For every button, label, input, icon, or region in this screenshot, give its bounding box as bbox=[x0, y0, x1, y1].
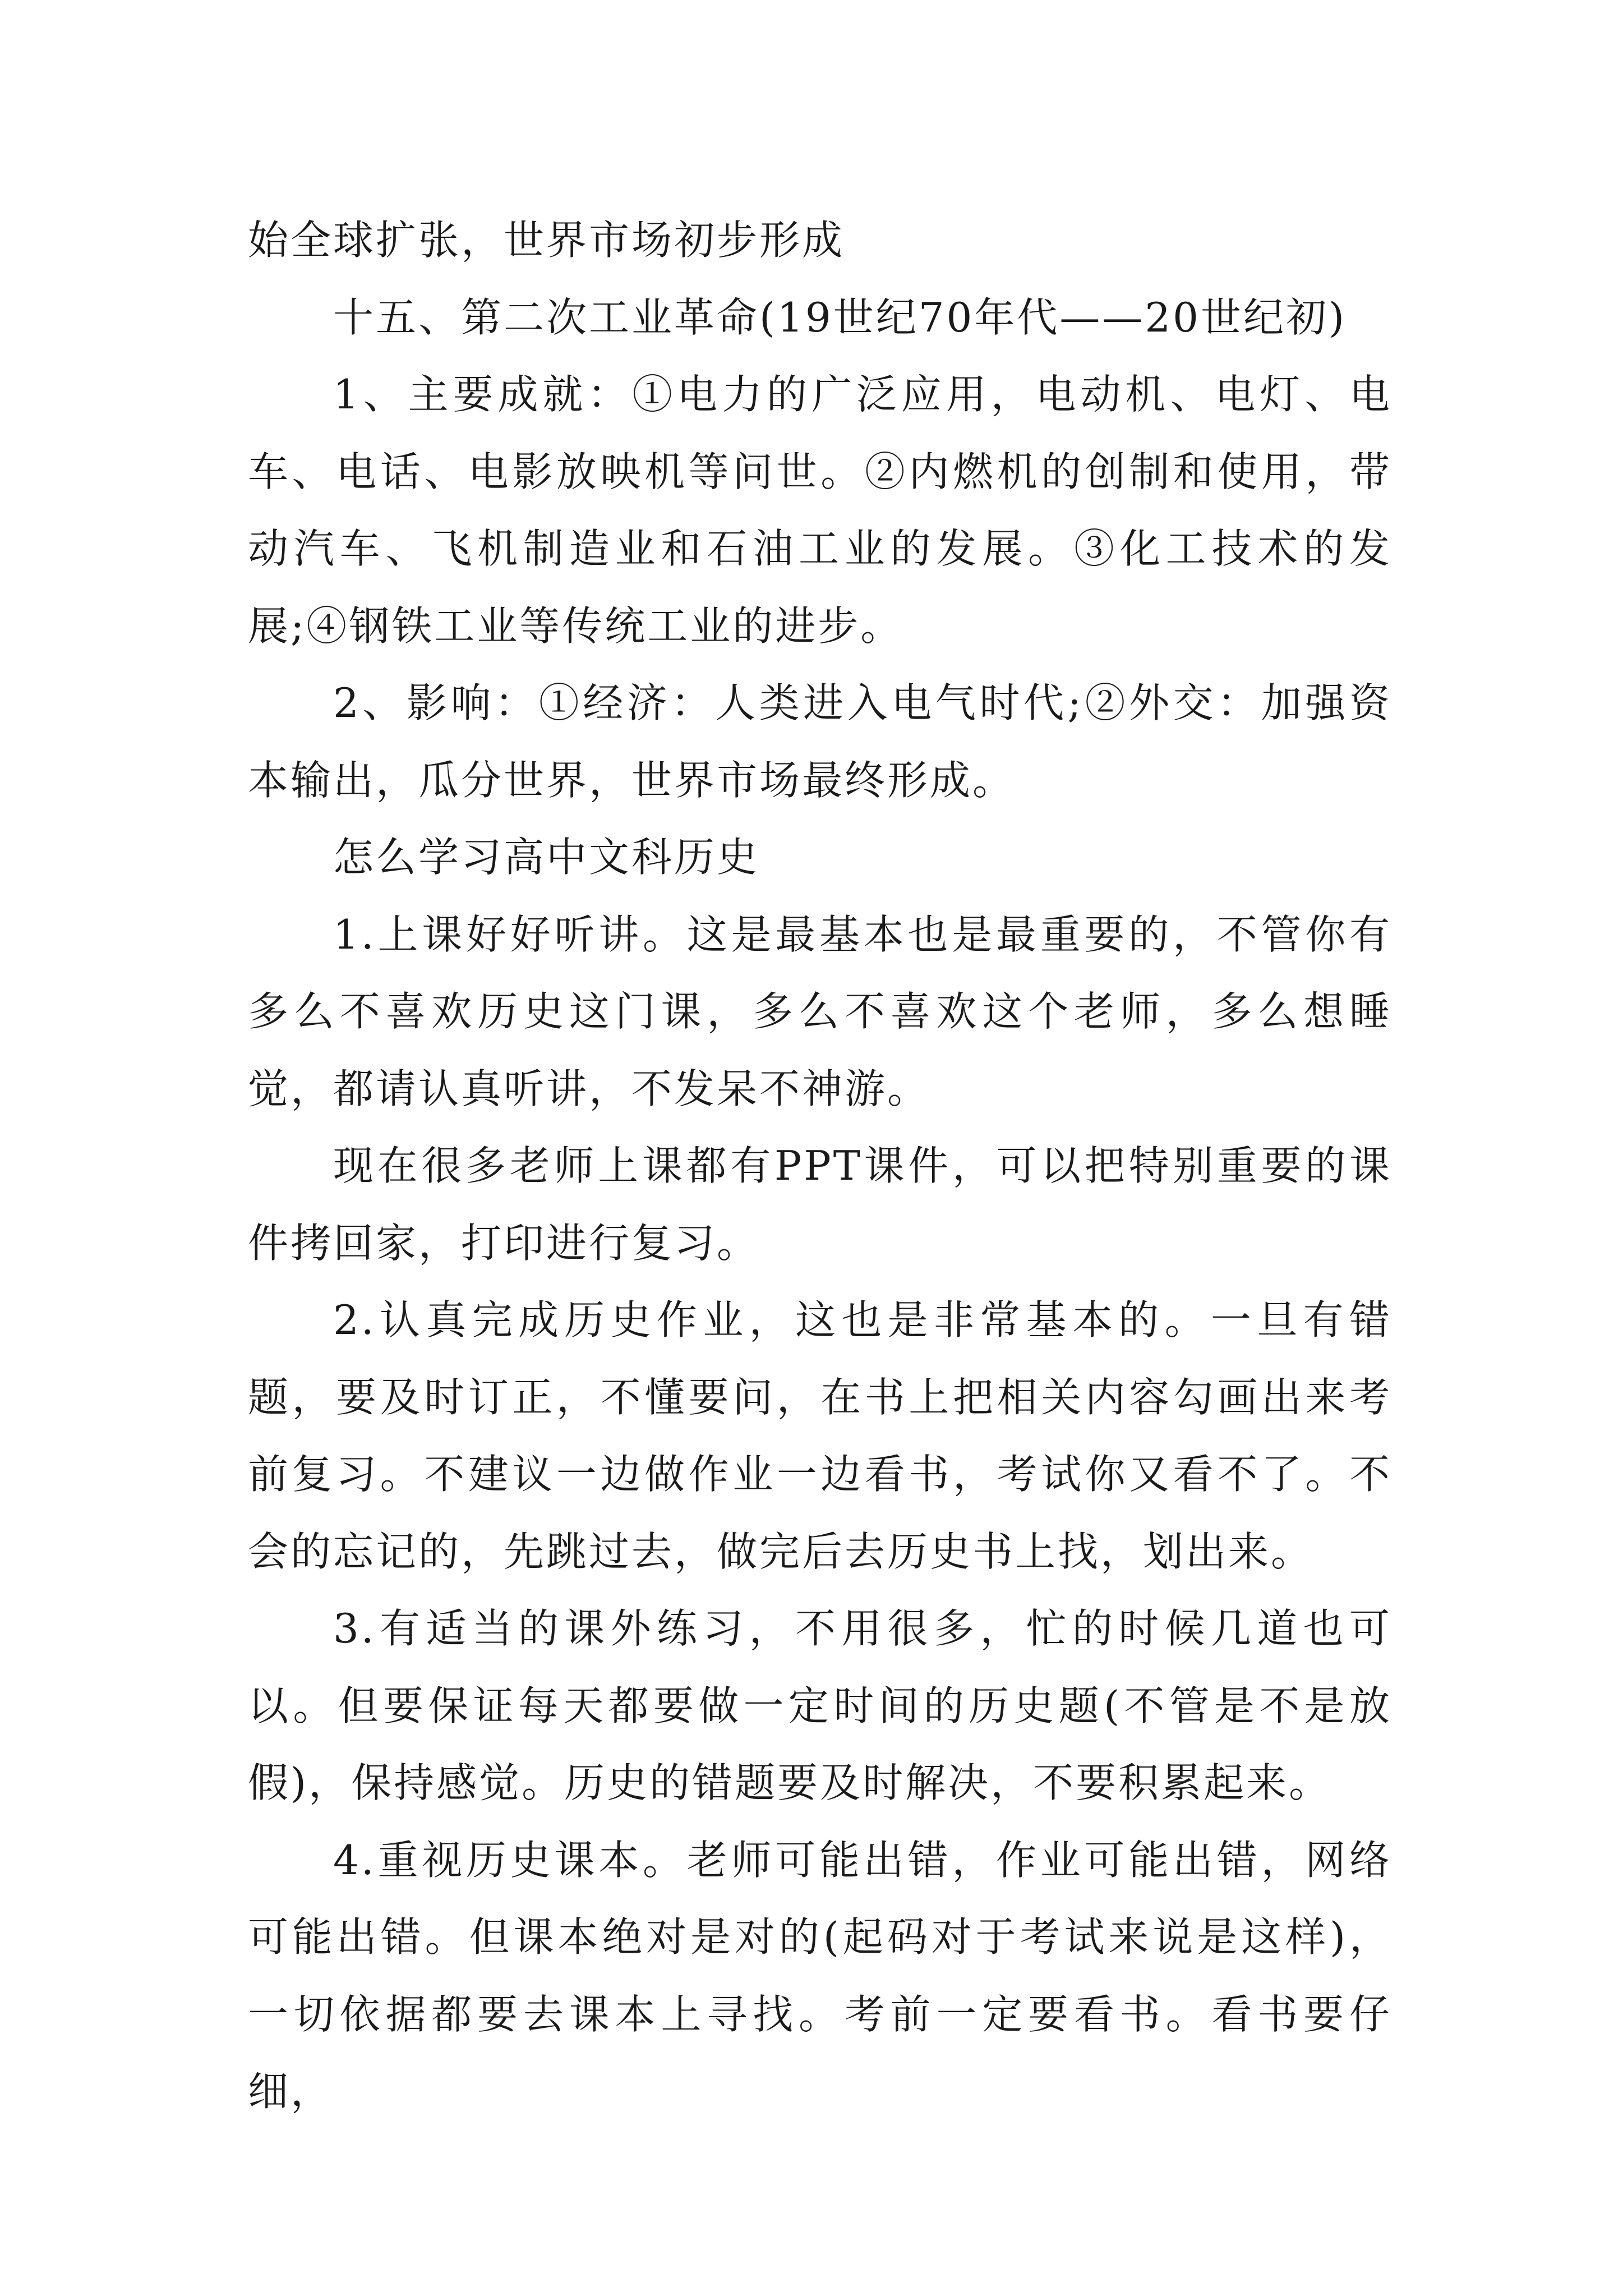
document-body bbox=[248, 202, 1392, 2131]
paragraph-tip-2: 2.认真完成历史作业，这也是非常基本的。一旦有错题，要及时订正，不懂要问，在书上把相关内容勾画出来考前复习。不建议一边做作业一边看书，考试你又看不了。不会的忘记的，先跳过去，做完后去历史书上找，划出来。 bbox=[248, 1296, 1392, 1575]
paragraph-impact: 2、影响：①经济：人类进入电气时代;②外交：加强资本输出，瓜分世界，世界市场最终形成。 bbox=[248, 679, 1392, 804]
paragraph-tip-3: 3.有适当的课外练习，不用很多，忙的时候几道也可以。但要保证每天都要做一定时间的历史题(不管是不是放假)，保持感觉。历史的错题要及时解决，不要积累起来。 bbox=[248, 1605, 1392, 1806]
section-heading-how-to-study: 怎么学习高中文科历史 bbox=[333, 834, 760, 881]
paragraph-tip-1-ppt: 现在很多老师上课都有PPT课件，可以把特别重要的课件拷回家，打印进行复习。 bbox=[248, 1142, 1392, 1267]
section-heading-second-industrial-revolution: 十五、第二次工业革命(19世纪70年代——20世纪初) bbox=[333, 293, 1347, 341]
paragraph-tip-4: 4.重视历史课本。老师可能出错，作业可能出错，网络可能出错。但课本绝对是对的(起码对于考试来说是这样)，一切依据都要去课本上寻找。考前一定要看书。看书要仔细， bbox=[248, 1836, 1392, 2115]
paragraph-main-achievements: 1、主要成就：①电力的广泛应用，电动机、电灯、电车、电话、电影放映机等问世。②内燃机的创制和使用，带动汽车、飞机制造业和石油工业的发展。③化工技术的发展;④钢铁工业等传统工业的进步。 bbox=[248, 371, 1392, 650]
paragraph-tip-1: 1.上课好好听讲。这是最基本也是最重要的，不管你有多么不喜欢历史这门课，多么不喜欢这个老师，多么想睡觉，都请认真听讲，不发呆不神游。 bbox=[248, 910, 1392, 1112]
paragraph-continuation: 始全球扩张，世界市场初步形成 bbox=[248, 217, 845, 264]
